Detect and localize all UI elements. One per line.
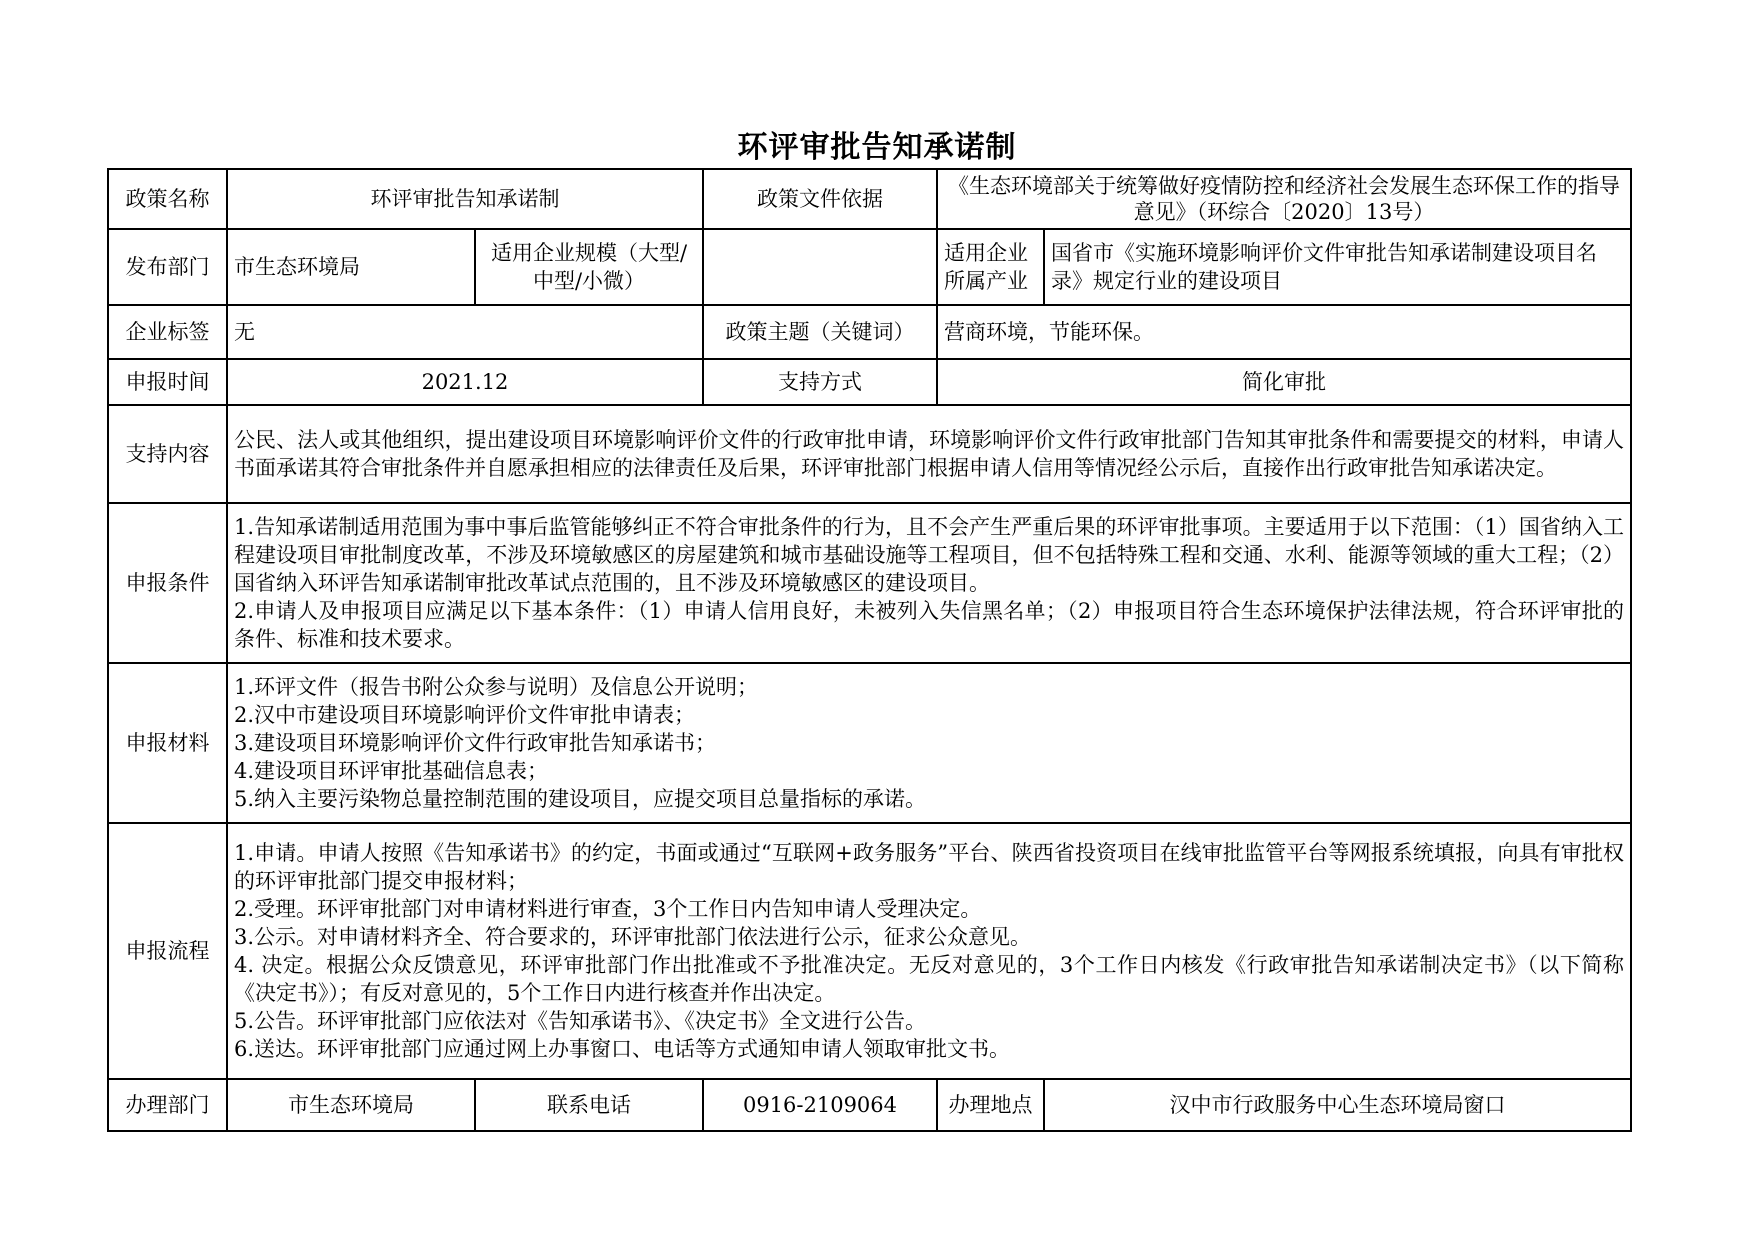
- support-method-label: 支持方式: [703, 359, 937, 405]
- support-content-value: 公民、法人或其他组织，提出建设项目环境影响评价文件的行政审批申请，环境影响评价文件行政审批部门告知其审批条件和需要提交的材料，申请人书面承诺其符合审批条件并自愿承担相应的法律责任及后果，环评审批部门根据申请人信用等情况经公示后，直接作出行政审批告知承诺决定。: [227, 405, 1631, 503]
- row-policy-name: [108, 169, 1631, 229]
- support-content-label: 支持内容: [108, 405, 227, 503]
- policy-table: [107, 168, 1632, 1132]
- place-label: 办理地点: [937, 1079, 1044, 1131]
- industry-label: 适用企业所属产业: [937, 229, 1044, 305]
- row-conditions: [108, 503, 1631, 663]
- time-value: 2021.12: [227, 359, 703, 405]
- materials-value: [227, 663, 1631, 823]
- row-time: [108, 359, 1631, 405]
- policy-basis-value: 《生态环境部关于统筹做好疫情防控和经济社会发展生态环保工作的指导意见》（环综合〔2020〕13号）: [937, 169, 1631, 229]
- material-item: 5.纳入主要污染物总量控制范围的建设项目，应提交项目总量指标的承诺。: [234, 787, 927, 811]
- policy-name-value: 环评审批告知承诺制: [227, 169, 703, 229]
- department-value: 市生态环境局: [227, 229, 475, 305]
- materials-label: 申报材料: [108, 663, 227, 823]
- row-process: [108, 823, 1631, 1079]
- enterprise-scale-label: 适用企业规模（大型/中型/小微）: [475, 229, 703, 305]
- process-step: 3.公示。对申请材料齐全、符合要求的，环评审批部门依法进行公示，征求公众意见。: [234, 925, 1032, 949]
- material-item: 4.建设项目环评审批基础信息表；: [234, 759, 549, 783]
- support-method-value: 简化审批: [937, 359, 1631, 405]
- row-support-content: [108, 405, 1631, 503]
- material-item: 2.汉中市建设项目环境影响评价文件审批申请表；: [234, 703, 696, 727]
- condition-item: 2.申请人及申报项目应满足以下基本条件：（1）申请人信用良好，未被列入失信黑名单；（2）申报项目符合生态环境保护法律法规，符合环评审批的条件、标准和技术要求。: [234, 599, 1625, 651]
- phone-label: 联系电话: [475, 1079, 703, 1131]
- row-materials: [108, 663, 1631, 823]
- policy-name-label: 政策名称: [108, 169, 227, 229]
- place-value: 汉中市行政服务中心生态环境局窗口: [1044, 1079, 1631, 1131]
- condition-item: 1.告知承诺制适用范围为事中事后监管能够纠正不符合审批条件的行为，且不会产生严重后果的环评审批事项。主要适用于以下范围：（1）国省纳入工程建设项目审批制度改革，不涉及环境敏感区的房屋建筑和城市基础设施等工程项目，但不包括特殊工程和交通、水利、能源等领域的重大工程；（2）国省纳入环评告知承诺制审批改革试点范围的，且不涉及环境敏感区的建设项目。: [234, 515, 1625, 595]
- row-tag: [108, 305, 1631, 359]
- process-step: 6.送达。环评审批部门应通过网上办事窗口、电话等方式通知申请人领取审批文书。: [234, 1037, 1011, 1061]
- material-item: 3.建设项目环境影响评价文件行政审批告知承诺书；: [234, 731, 717, 755]
- process-value: [227, 823, 1631, 1079]
- enterprise-scale-value: [703, 229, 937, 305]
- process-step: 1.申请。申请人按照《告知承诺书》的约定，书面或通过“互联网+政务服务”平台、陕西省投资项目在线审批监管平台等网报系统填报，向具有审批权的环评审批部门提交申报材料；: [234, 841, 1625, 893]
- theme-value: 营商环境，节能环保。: [937, 305, 1631, 359]
- process-step: 5.公告。环评审批部门应依法对《告知承诺书》、《决定书》全文进行公告。: [234, 1009, 927, 1033]
- tag-label: 企业标签: [108, 305, 227, 359]
- industry-value: 国省市《实施环境影响评价文件审批告知承诺制建设项目名录》规定行业的建设项目: [1044, 229, 1631, 305]
- row-handling: [108, 1079, 1631, 1131]
- phone-value: 0916-2109064: [703, 1079, 937, 1131]
- row-department: [108, 229, 1631, 305]
- department-label: 发布部门: [108, 229, 227, 305]
- conditions-label: 申报条件: [108, 503, 227, 663]
- document-title: 环评审批告知承诺制: [737, 130, 1017, 165]
- tag-value: 无: [227, 305, 703, 359]
- process-step: 4. 决定。根据公众反馈意见，环评审批部门作出批准或不予批准决定。无反对意见的，3个工作日内核发《行政审批告知承诺制决定书》（以下简称《决定书》）；有反对意见的，5个工作日内进行核查并作出决定。: [234, 953, 1625, 1005]
- conditions-value: [227, 503, 1631, 663]
- time-label: 申报时间: [108, 359, 227, 405]
- process-step: 2.受理。环评审批部门对申请材料进行审查，3个工作日内告知申请人受理决定。: [234, 897, 982, 921]
- theme-label: 政策主题（关键词）: [703, 305, 937, 359]
- handling-dept-value: 市生态环境局: [227, 1079, 475, 1131]
- process-label: 申报流程: [108, 823, 227, 1079]
- handling-dept-label: 办理部门: [108, 1079, 227, 1131]
- policy-basis-label: 政策文件依据: [703, 169, 937, 229]
- material-item: 1.环评文件（报告书附公众参与说明）及信息公开说明；: [234, 675, 759, 699]
